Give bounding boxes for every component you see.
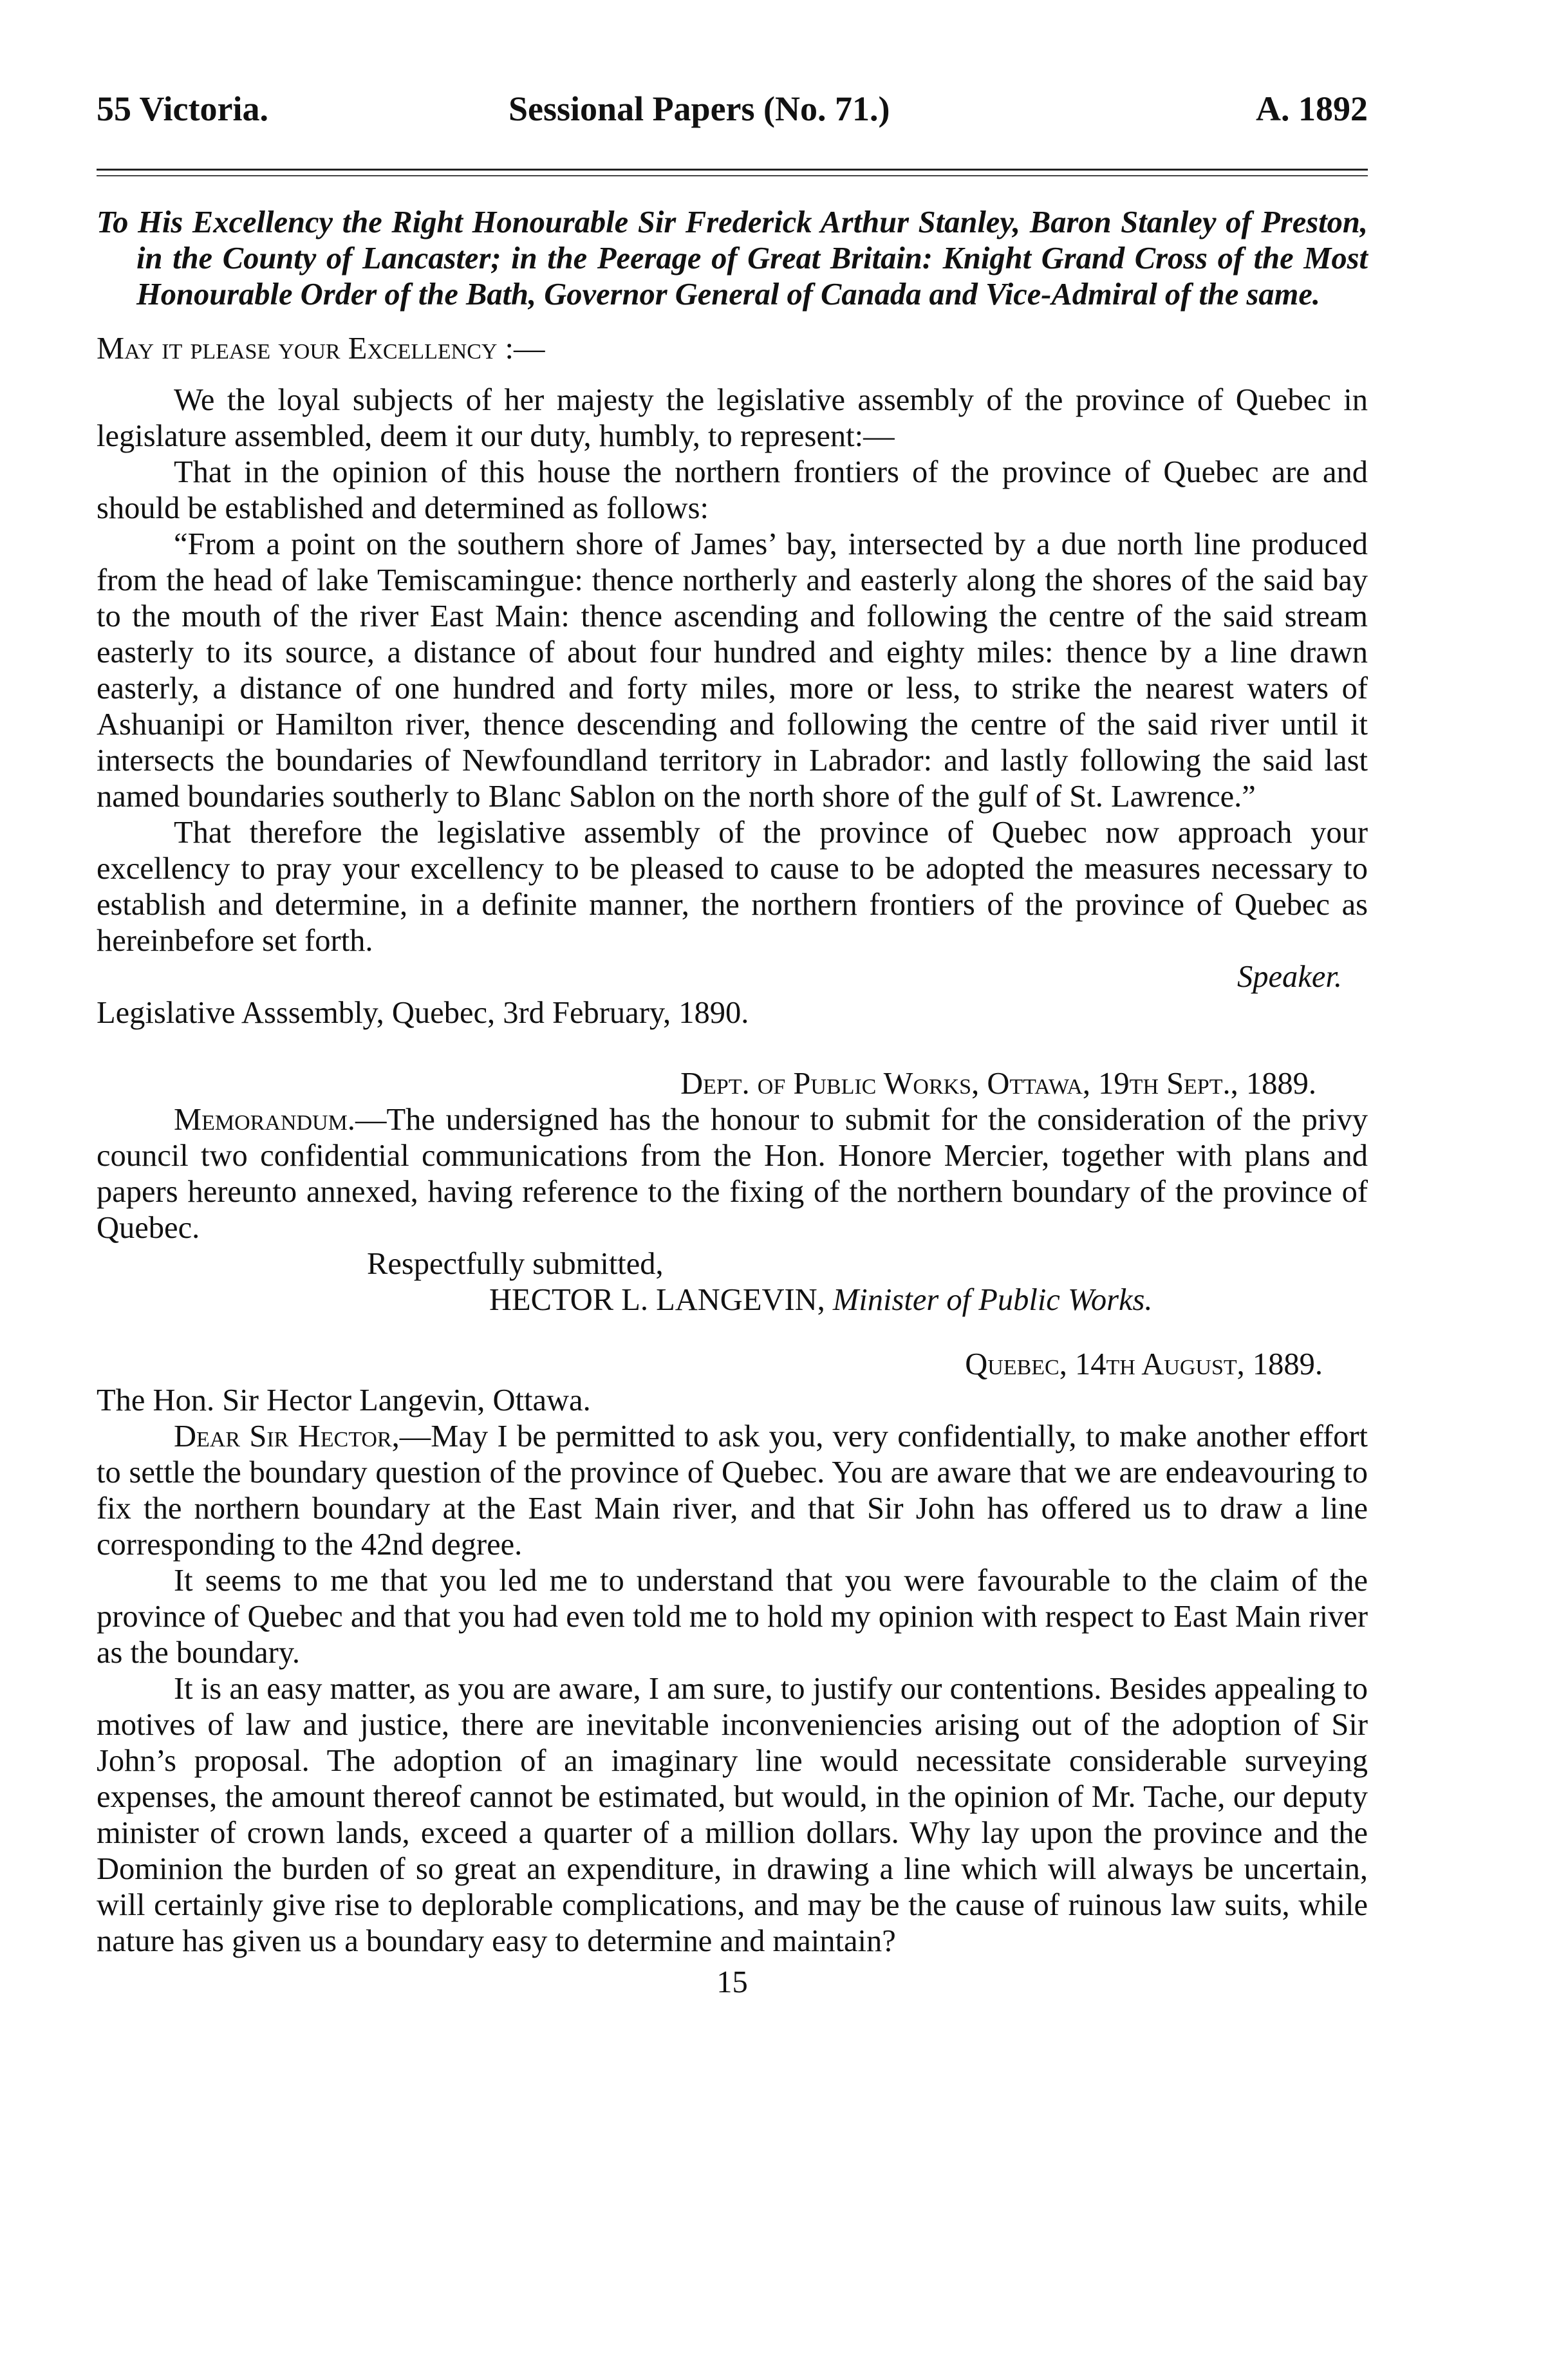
respectfully-submitted: Respectfully submitted, — [367, 1247, 664, 1281]
running-header — [97, 89, 1368, 140]
header-title: Sessional Papers (No. 71.) — [509, 89, 890, 128]
letter-paragraph — [97, 1419, 1368, 1563]
letter-text: —May I be permitted to ask you, very confidentially, to make another effort to settle the boundary question of the province of Quebec. You are aware that we are endeavouring to fix the northern boundary at the East Main river, and that Sir John has offered us to draw a line corresponding to the 42nd degree. — [97, 1419, 1368, 1562]
memorandum — [97, 1102, 1368, 1246]
paragraph: That therefore the legislative assembly of the province of Quebec now approach your excellency to pray your excellency to be pleased to cause to be adopted the measures necessary to establish and determine, in a definite manner, the northern frontiers of the province of Quebec as hereinbefore set forth. — [97, 816, 1368, 958]
header-rule — [97, 169, 1368, 171]
letter-paragraph: It is an easy matter, as you are aware, I am sure, to justify our contentions. Besides appealing to motives of law and justice, there are inevitable inconveniencies arising out of the adoption of Sir John’s proposal. The adoption of an imaginary line would necessitate considerable surveying expenses, the amount thereof cannot be estimated, but would, in the opinion of Mr. Tache, our deputy minister of crown lands, exceed a quarter of a million dollars. Why lay upon the province and the Dominion the burden of so great an expenditure, in drawing a line which will always be uncertain, will certainly give rise to deplorable complications, and may be the cause of ruinous law suits, while nature has given us a boundary easy to determine and maintain? — [97, 1672, 1368, 1958]
memo-dateline: Dept. of Public Works, Ottawa, 19th Sept., 1889. — [680, 1067, 1316, 1101]
signature-name: HECTOR L. LANGEVIN, — [489, 1283, 825, 1317]
salutation: May it please your Excellency :— — [97, 332, 545, 366]
page-number: 15 — [716, 1965, 748, 1999]
header-rule-thin — [97, 175, 1368, 176]
signature — [97, 1282, 1368, 1318]
boundary-quote: “From a point on the southern shore of James’ bay, intersected by a due north line produced from the head of lake Temiscamingue: thence northerly and easterly along the shores of the said bay to the mouth of the river East Main: thence ascending and following the centre of the said stream easterly to its source, a distance of about four hundred and eighty miles: thence by a line drawn easterly, a distance of one hundred and forty miles, more or less, to strike the nearest waters of Ashuanipi or Hamilton river, thence descending and following the centre of the said river until it intersects the boundaries of Newfoundland territory in Labrador: and lastly following the said last named boundaries southerly to Blanc Sablon on the north shore of the gulf of St. Lawrence.” — [97, 527, 1368, 814]
assembly-date: Legislative Asssembly, Quebec, 3rd February, 1890. — [97, 996, 749, 1030]
memo-text: —The undersigned has the honour to submit for the consideration of the privy council two confidential communications from the Hon. Honore Mercier, together with plans and papers hereunto annexed, having reference to the fixing of the northern boundary of the province of Quebec. — [97, 1103, 1368, 1245]
paragraph: That in the opinion of this house the northern frontiers of the province of Quebec are and should be established and determined as follows: — [97, 455, 1368, 525]
letter-dateline: Quebec, 14th August, 1889. — [965, 1347, 1323, 1381]
body-text — [97, 205, 1368, 2001]
address-block: To His Excellency the Right Honourable Sir Frederick Arthur Stanley, Baron Stanley of Preston, in the County of Lancaster; in the Peerage of Great Britain: Knight Grand Cross of the Most Honourable Order of the Bath, Governor General of Canada and Vice-Admiral of the same. — [97, 205, 1368, 312]
speaker-signature — [97, 959, 1368, 995]
memo-label: Memorandum. — [174, 1103, 355, 1137]
signature-title: Minister of Public Works. — [832, 1283, 1153, 1317]
letter-paragraph: It seems to me that you led me to understand that you were favourable to the claim of the province of Quebec and that you had even told me to hold my opinion with respect to East Main river as the boundary. — [97, 1564, 1368, 1670]
letter-addressee: The Hon. Sir Hector Langevin, Ottawa. — [97, 1383, 591, 1417]
letter-salutation: Dear Sir Hector, — [174, 1419, 400, 1454]
paragraph: We the loyal subjects of her majesty the legislative assembly of the province of Quebec in legislature assembled, deem it our duty, humbly, to represent:— — [97, 383, 1368, 453]
speaker-label: Speaker. — [1237, 960, 1342, 994]
header-year: A. 1892 — [1256, 89, 1368, 128]
header-session: 55 Victoria. — [97, 89, 268, 128]
